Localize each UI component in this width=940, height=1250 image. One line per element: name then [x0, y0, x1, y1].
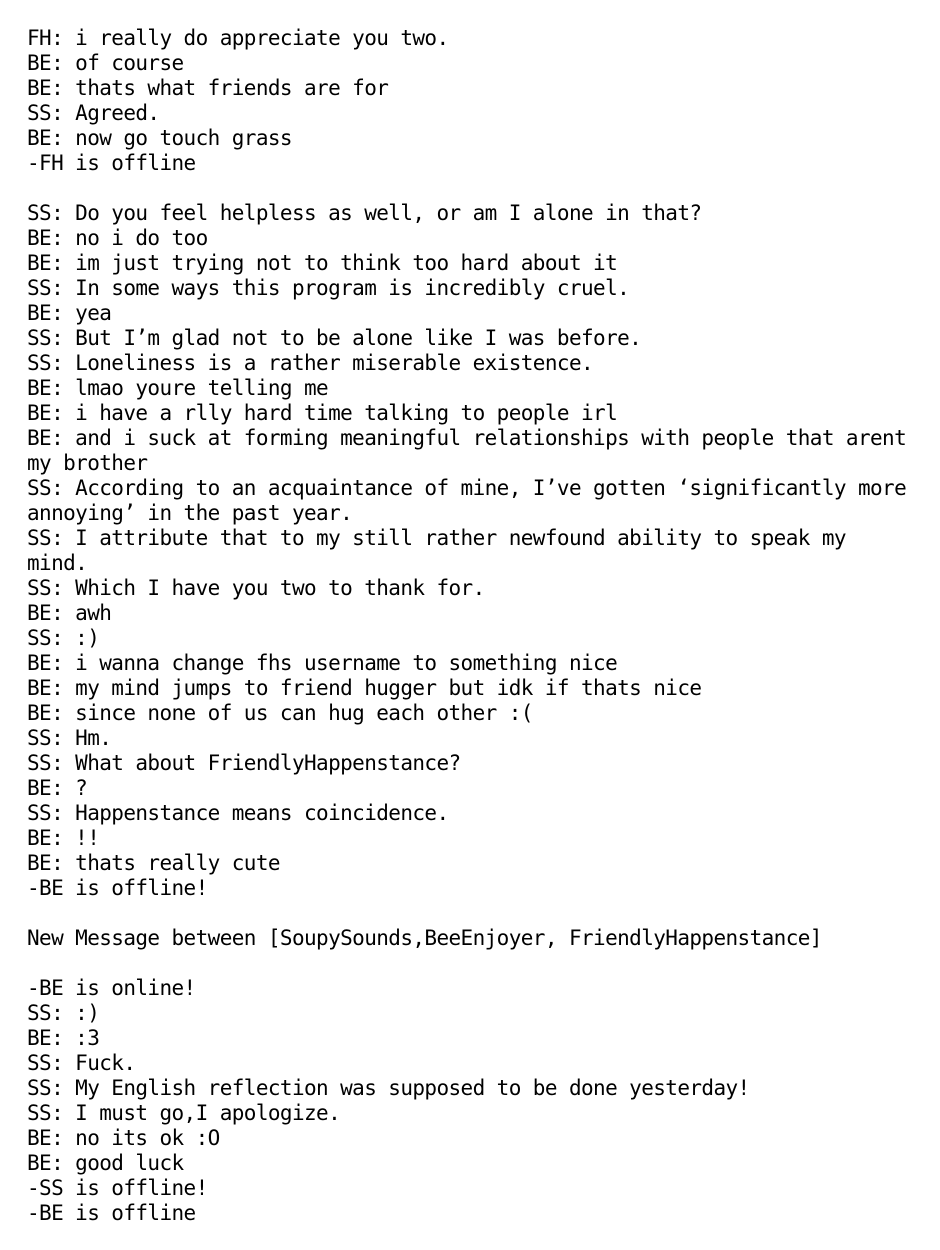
chat-line: SS: Hm. [27, 726, 112, 750]
status-line: -FH is offline [27, 151, 196, 175]
chat-line: BE: !! [27, 826, 100, 850]
chat-line: SS: I attribute that to my still rather newfound ability to speak my mind. [27, 526, 858, 575]
chat-transcript [27, 26, 917, 1226]
status-line: -BE is offline! [27, 876, 208, 900]
status-line: -BE is online! [27, 976, 196, 1000]
chat-line: BE: :3 [27, 1026, 100, 1050]
chat-line: BE: since none of us can hug each other :( [27, 701, 533, 725]
chat-line: SS: Loneliness is a rather miserable existence. [27, 351, 594, 375]
chat-line: BE: yea [27, 301, 112, 325]
chat-line: SS: Agreed. [27, 101, 160, 125]
chat-line: SS: I must go,I apologize. [27, 1101, 341, 1125]
status-line: -BE is offline [27, 1201, 196, 1225]
chat-line: BE: no its ok :O [27, 1126, 220, 1150]
chat-line: SS: But I’m glad not to be alone like I was before. [27, 326, 642, 350]
chat-line: FH: i really do appreciate you two. [27, 26, 449, 50]
blank-line [27, 951, 917, 976]
chat-line: SS: Fuck. [27, 1051, 136, 1075]
chat-line: BE: lmao youre telling me [27, 376, 329, 400]
chat-line: SS: :) [27, 626, 100, 650]
chat-line: BE: no i do too [27, 226, 208, 250]
chat-line: BE: i have a rlly hard time talking to people irl [27, 401, 618, 425]
chat-line: SS: According to an acquaintance of mine, I’ve gotten ‘significantly more annoying’ in the past year. [27, 476, 919, 525]
chat-line: SS: Happenstance means coincidence. [27, 801, 449, 825]
chat-line: BE: im just trying not to think too hard about it [27, 251, 618, 275]
chat-line: SS: Do you feel helpless as well, or am I alone in that? [27, 201, 702, 225]
chat-line: BE: good luck [27, 1151, 184, 1175]
blank-line [27, 901, 917, 926]
conversation-header: New Message between [SoupySounds,BeeEnjoyer, FriendlyHappenstance] [27, 926, 822, 950]
chat-line: BE: thats really cute [27, 851, 280, 875]
chat-line: BE: now go touch grass [27, 126, 292, 150]
chat-line: BE: of course [27, 51, 184, 75]
chat-line: SS: My English reflection was supposed to be done yesterday! [27, 1076, 750, 1100]
chat-line: SS: What about FriendlyHappenstance? [27, 751, 461, 775]
chat-line: BE: i wanna change fhs username to something nice [27, 651, 618, 675]
chat-line: BE: thats what friends are for [27, 76, 389, 100]
chat-line: SS: :) [27, 1001, 100, 1025]
chat-line: BE: ? [27, 776, 88, 800]
chat-line: BE: awh [27, 601, 112, 625]
chat-line: BE: my mind jumps to friend hugger but idk if thats nice [27, 676, 702, 700]
blank-line [27, 176, 917, 201]
status-line: -SS is offline! [27, 1176, 208, 1200]
chat-line: SS: Which I have you two to thank for. [27, 576, 485, 600]
chat-line: SS: In some ways this program is incredibly cruel. [27, 276, 630, 300]
chat-line: BE: and i suck at forming meaningful relationships with people that arent my brother [27, 426, 919, 475]
